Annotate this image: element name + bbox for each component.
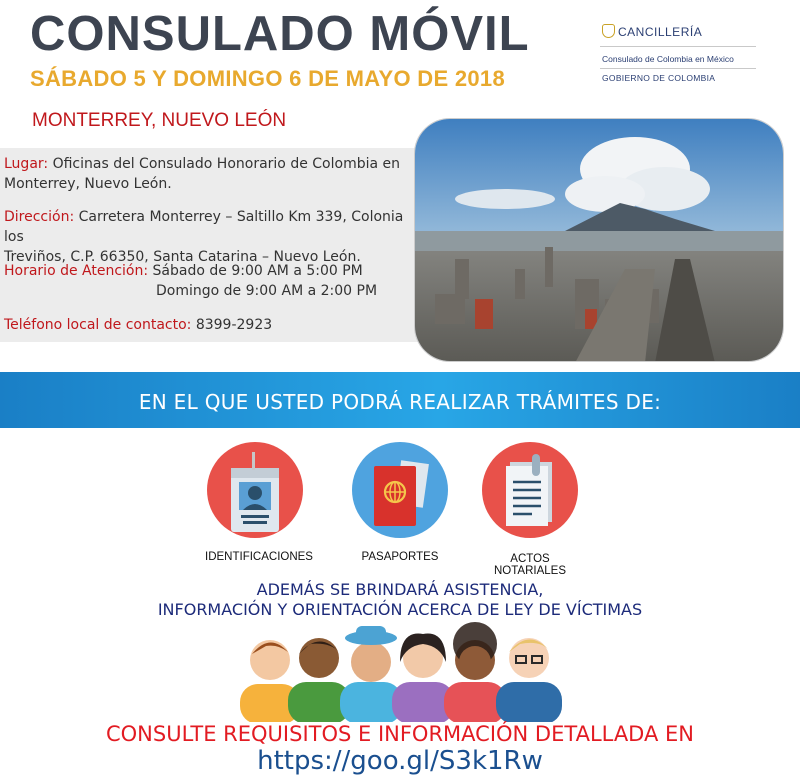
lugar-label: Lugar:	[4, 156, 49, 172]
horario-label: Horario de Atención:	[4, 263, 149, 279]
info-link[interactable]: https://goo.gl/S3k1Rw	[257, 746, 543, 776]
service-actos-notariales	[480, 440, 580, 577]
diverse-people-icon	[240, 622, 580, 722]
direccion-label: Dirección:	[4, 209, 75, 225]
coat-of-arms-icon	[602, 24, 615, 38]
service-label-actos-line1: ACTOS	[510, 553, 550, 565]
telefono-block	[4, 315, 272, 335]
city-heading: MONTERREY, NUEVO LEÓN	[32, 110, 287, 131]
horario-line1: Sábado de 9:00 AM a 5:00 PM	[152, 263, 363, 279]
notary-document-icon	[480, 440, 580, 540]
cancilleria-logo	[598, 18, 758, 88]
monterrey-city-photo	[414, 118, 784, 362]
page-title: CONSULADO MÓVIL	[30, 7, 530, 61]
service-identificaciones	[205, 440, 313, 563]
assistance-line1: ADEMÁS SE BRINDARÁ ASISTENCIA,	[256, 580, 544, 599]
service-label-actos-line2: NOTARIALES	[494, 565, 566, 577]
assistance-line2: INFORMACIÓN Y ORIENTACIÓN ACERCA DE LEY DE VÍCTIMAS	[157, 600, 643, 619]
logo-divider	[600, 68, 756, 69]
telefono-label: Teléfono local de contacto:	[4, 317, 192, 333]
id-card-icon	[205, 440, 305, 540]
service-label-pasaportes: PASAPORTES	[361, 551, 439, 563]
lugar-line2: Monterrey, Nuevo León.	[4, 176, 172, 192]
service-label-identificaciones: IDENTIFICACIONES	[205, 551, 313, 563]
direccion-block	[4, 207, 420, 267]
telefono-value: 8399-2923	[195, 317, 273, 333]
horario-block	[4, 261, 377, 301]
people-illustration	[240, 622, 580, 722]
passport-icon	[350, 440, 450, 540]
services-banner	[0, 372, 800, 428]
city-skyline-image	[415, 119, 784, 362]
event-date: SÁBADO 5 Y DOMINGO 6 DE MAYO DE 2018	[30, 66, 505, 91]
logo-gobierno: GOBIERNO DE COLOMBIA	[602, 73, 716, 83]
service-pasaportes	[350, 440, 450, 563]
logo-divider	[600, 46, 756, 47]
info-panel	[0, 148, 420, 342]
logo-consulado: Consulado de Colombia en México	[602, 54, 734, 64]
lugar-line1: Oficinas del Consulado Honorario de Colombia en	[52, 156, 400, 172]
consult-heading: CONSULTE REQUISITOS E INFORMACIÓN DETALLADA EN	[105, 722, 695, 746]
direccion-line2: Treviños, C.P. 66350, Santa Catarina – Nuevo León.	[4, 249, 361, 265]
direccion-line1: Carretera Monterrey – Saltillo Km 339, Colonia los	[4, 209, 404, 245]
logo-cancilleria: CANCILLERÍA	[618, 25, 703, 39]
lugar-block	[4, 154, 400, 194]
services-banner-text: EN EL QUE USTED PODRÁ REALIZAR TRÁMITES DE:	[138, 390, 662, 414]
horario-line2: Domingo de 9:00 AM a 2:00 PM	[156, 283, 378, 299]
